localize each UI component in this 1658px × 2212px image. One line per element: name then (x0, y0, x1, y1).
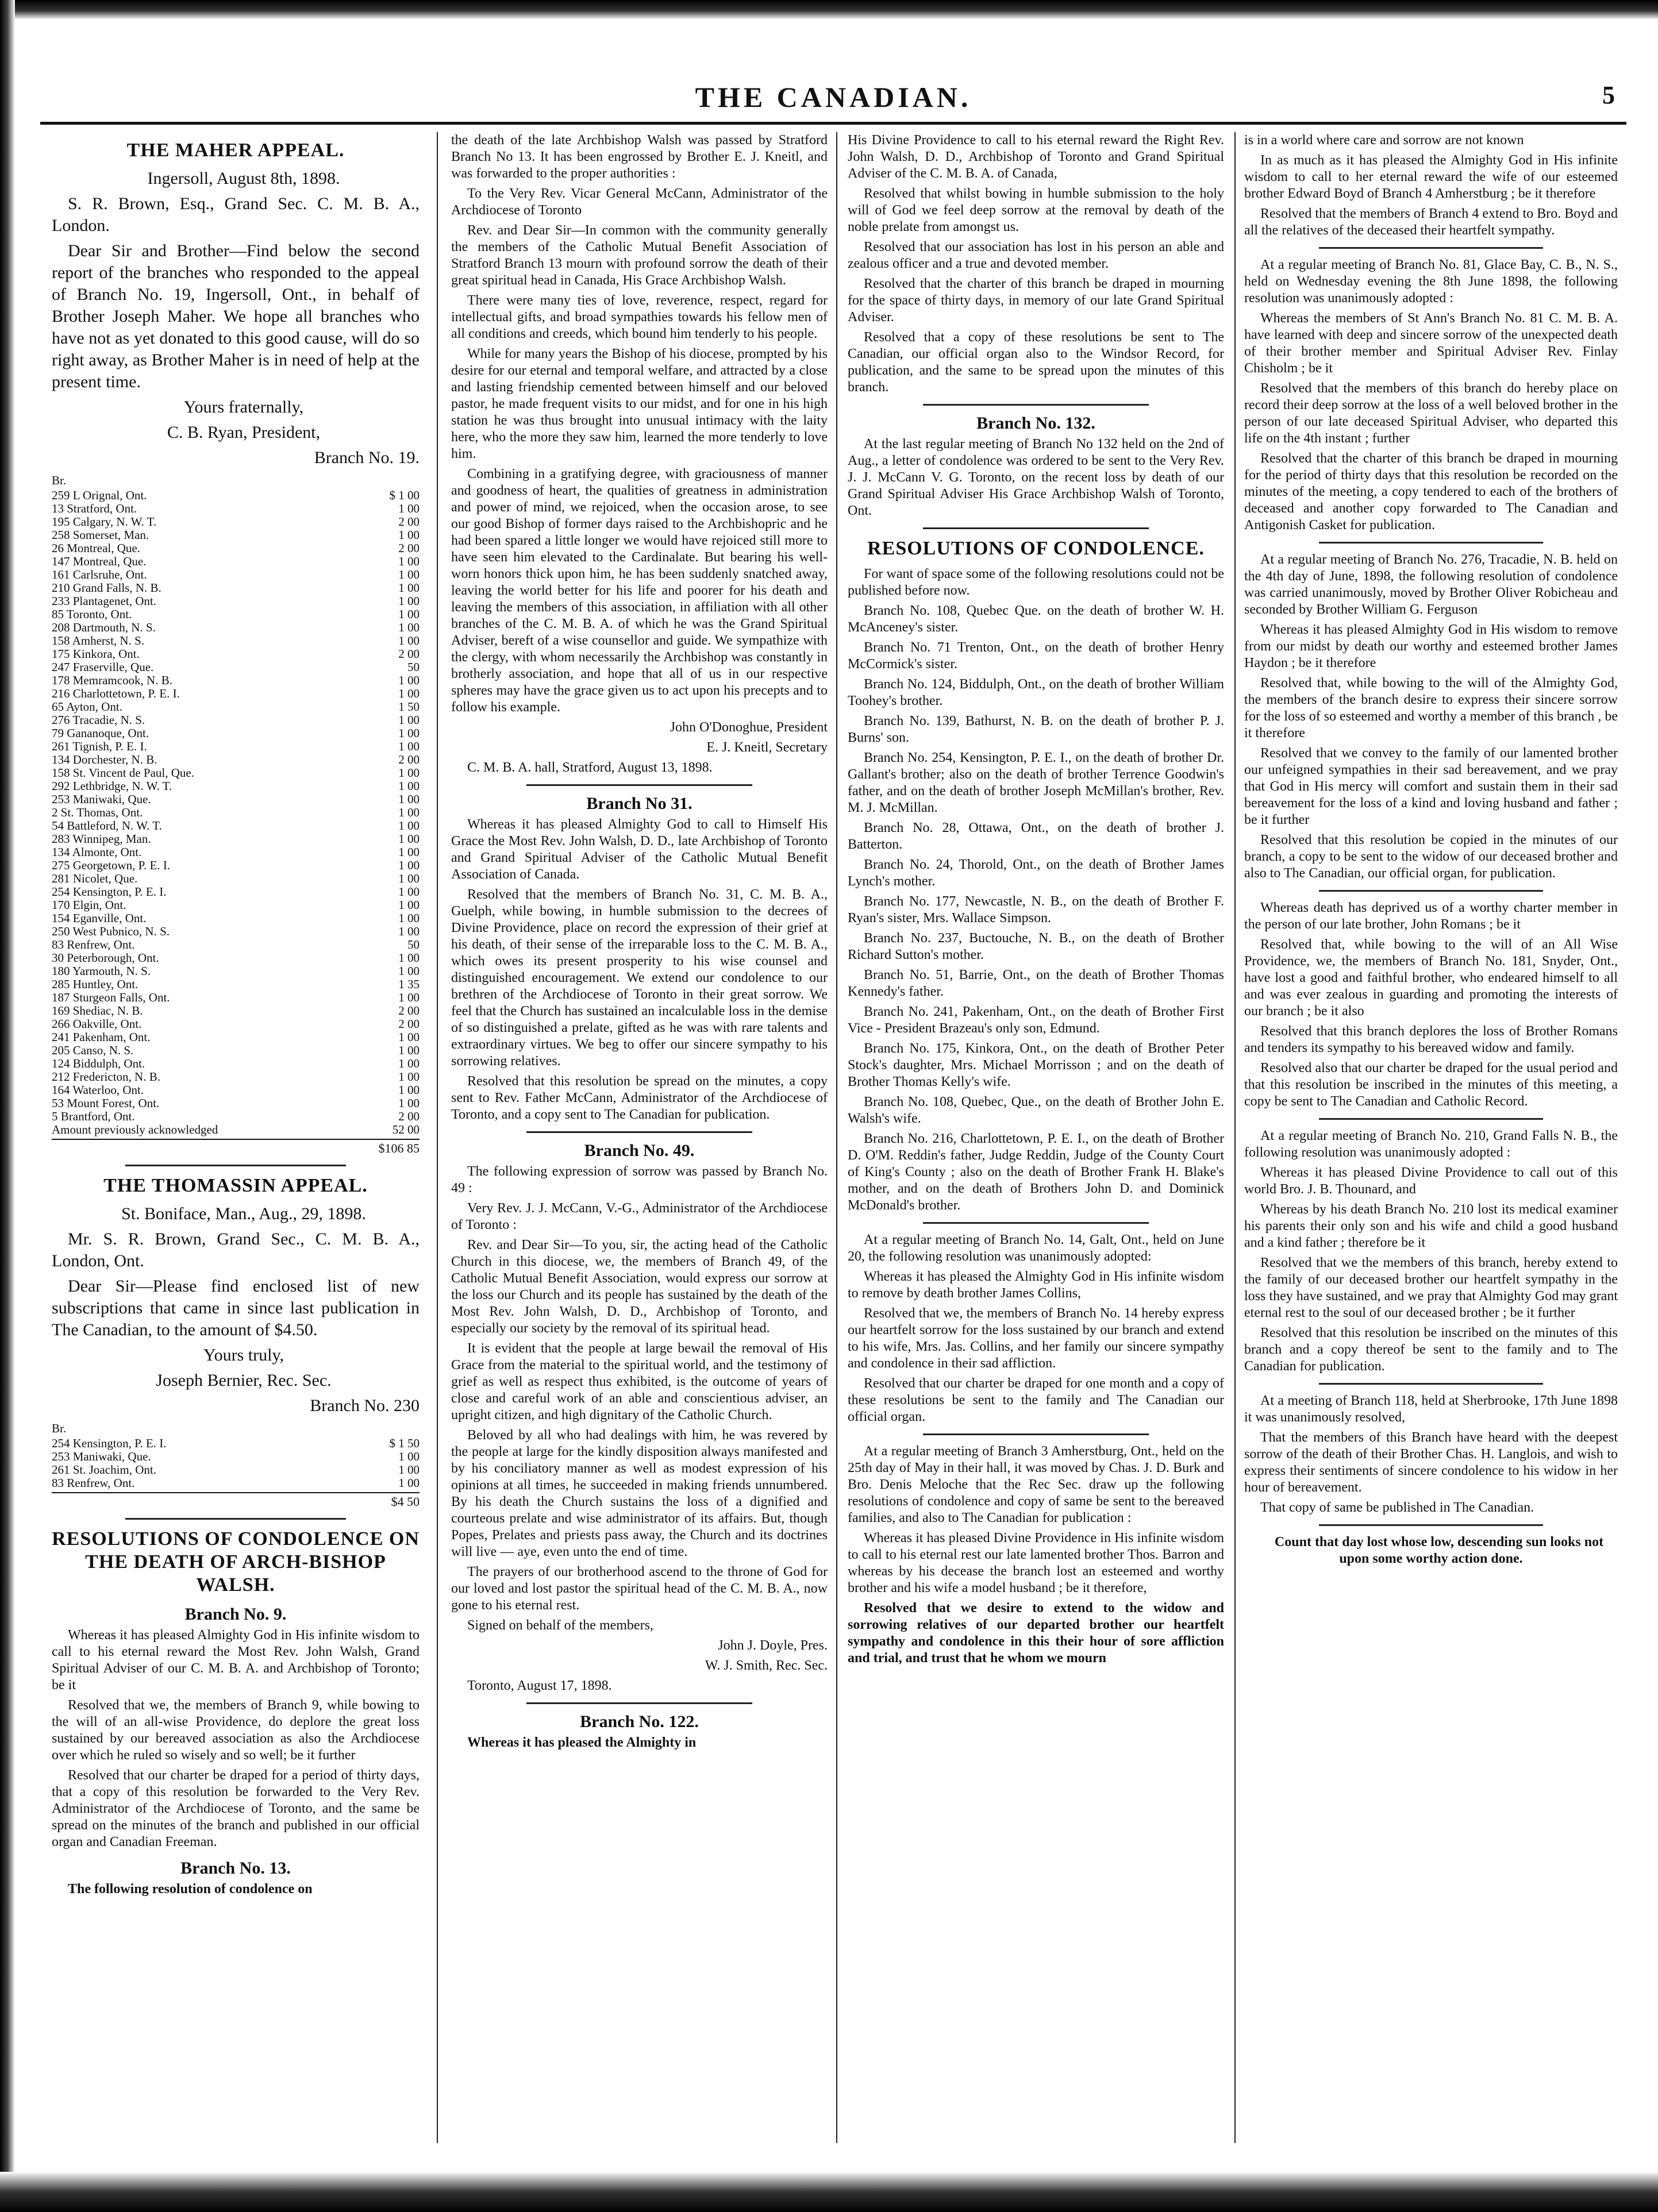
branch-49-para-6: The prayers of our brotherhood ascend to the throne of God for our loved and lost pastor the spiritual head of the C. M. B. A., now gone to his eternal rest. (451, 1564, 828, 1613)
condolence-item: Branch No. 71 Trenton, Ont., on the death of brother Henry McCormick's sister. (848, 640, 1224, 672)
branch-118-para-3: That copy of same be published in The Canadian. (1260, 1500, 1534, 1515)
condolence-item: Branch No. 28, Ottawa, Ont., on the death of brother J. Batterton. (848, 820, 1224, 852)
branch-122-para-3: Resolved that whilst bowing in humble submission to the holy will of God we feel deep sorrow at the removal by death of the noble prelate from amongst us. (848, 186, 1224, 234)
table-row (52, 925, 420, 938)
maher-body: Dear Sir and Brother—Find below the second report of the branches who responded to the appeal of Branch No. 19, Ingersoll, Ont., in behalf of Brother Joseph Maher. We hope all branches who have not as yet donated to this good cause, will do so right away, as Brother Maher is in need of help at the present time. (52, 241, 420, 391)
donation-amount: 1 00 (398, 1057, 420, 1070)
table-row (52, 687, 420, 700)
separator (1319, 1118, 1543, 1120)
separator (923, 527, 1149, 529)
branch-276-para-3: Resolved that, while bowing to the will of the Almighty God, the members of the branch desire to express their sincere sorrow for the loss of so esteemed and worthy a member of this branch , be it therefore (1244, 676, 1618, 741)
table-row (52, 621, 420, 634)
table-row (52, 661, 420, 674)
branch-name: 292 Lethbridge, N. W. T. (52, 780, 172, 793)
branch-14-para-4: Resolved that our charter be draped for one month and a copy of these resolutions be sent to the family and The Canadian our official organ. (848, 1376, 1224, 1424)
donation-amount: 52 00 (392, 1123, 420, 1136)
table-row (52, 1123, 420, 1136)
table-row (52, 542, 420, 555)
table-row (52, 859, 420, 872)
table-row (52, 1044, 420, 1057)
donation-amount: 1 00 (398, 845, 420, 859)
branch-name: 180 Yarmouth, N. S. (52, 965, 151, 978)
donation-amount: 1 00 (398, 858, 420, 872)
branch-name: 210 Grand Falls, N. B. (52, 581, 161, 595)
column-1 (52, 132, 420, 2143)
maher-dateline: Ingersoll, August 8th, 1898. (147, 169, 340, 188)
table-row (52, 489, 420, 502)
branch-49-para-3: Rev. and Dear Sir—To you, sir, the acting head of the Catholic Church in this diocese, we, the members of Branch 49, of the Catholic Mutual Benefit Association, would express our sorrow at the loss our Church and its people has sustained by the death of the Most Rev. John Walsh, D. D., Archbishop of Toronto, and especially our society by the removal of its spiritual head. (451, 1238, 828, 1336)
table-row (52, 515, 420, 529)
separator (923, 1433, 1149, 1435)
separator (125, 1165, 346, 1166)
table-row (52, 766, 420, 780)
donation-amount: 1 00 (398, 713, 420, 727)
branch-31-para-1: Whereas it has pleased Almighty God to call to Himself His Grace the Most Rev. John Walsh, D. D., late Archbishop of Toronto and Grand Spiritual Adviser of the Catholic Mutual Benefit Association of Canada. (451, 817, 828, 882)
donation-amount: 1 00 (398, 621, 420, 634)
donation-amount: 1 00 (398, 1043, 420, 1057)
donation-amount: 1 00 (398, 502, 420, 515)
separator (526, 1702, 752, 1704)
footer-quote: Count that day lost whose low, descending sun looks not upon some worthy action done. (1274, 1535, 1604, 1566)
branch-name: 13 Stratford, Ont. (52, 502, 137, 515)
table-row (52, 938, 420, 951)
branch-14-para-3: Resolved that we, the members of Branch No. 14 hereby express our heartfelt sorrow for the loss sustained by our branch and extend to his wife, Mrs. Jas. Collins, and her family our sincere sympathy and condolence in their sad affliction. (848, 1306, 1224, 1371)
branch-name: 250 West Pubnico, N. S. (52, 925, 170, 938)
thomassin-total: $4 50 (52, 1492, 420, 1510)
condolence-list (848, 603, 1224, 1214)
thomassin-donation-table (52, 1437, 420, 1490)
branch-276-para-5: Resolved that this resolution be copied in the minutes of our branch, a copy to be sent to the widow of our deceased brother and also to The Canadian, our official organ, for publication. (1244, 833, 1618, 881)
thomassin-body: Dear Sir—Please find enclosed list of new subscriptions that came in since last publication in The Canadian, to the amount of $4.50. (52, 1277, 420, 1339)
branch-13-para-3: Rev. and Dear Sir—In common with the community generally the members of the Catholic Mutual Benefit Association of Stratford Branch 13 mourn with profound sorrow the death of their great spiritual head in Canada, His Grace Archbishop Walsh. (451, 223, 828, 288)
branch-210-para-2: Whereas it has pleased Divine Providence to call out of this world Bro. J. B. Thounard, and (1244, 1165, 1618, 1197)
branch-3-para-5: In as much as it has pleased the Almighty God in His infinite wisdom to call to her eternal reward the wife of our esteemed brother Edward Boyd of Branch 4 Amherstburg ; be it therefore (1244, 153, 1618, 201)
branch-name: 124 Biddulph, Ont. (52, 1057, 145, 1070)
branch-name: 283 Winnipeg, Man. (52, 833, 151, 846)
table-row (52, 872, 420, 885)
scan-bottom-edge (0, 2172, 1658, 2212)
branch-13-para-2: the death of the late Archbishop Walsh was passed by Stratford Branch No 13. It has been engrossed by Brother E. J. Kneitl, and was forwarded to the proper authorities : (451, 133, 828, 181)
donation-amount: 1 00 (398, 792, 420, 806)
donation-amount: 1 00 (398, 1030, 420, 1044)
donation-amount: 1 00 (398, 779, 420, 793)
table-row (52, 1477, 420, 1490)
thomassin-branch: Branch No. 230 (310, 1396, 420, 1415)
donation-amount: 1 00 (398, 634, 420, 648)
branch-49-para-5: Beloved by all who had dealings with him, he was revered by the people at large for the kindly disposition always manifested and by his conciliatory manner as well as modest expression of his opinions at all times, he succeeded in making friends unnumbered. By his death the Church sustains the loss of a dignified and courteous prelate and wise administrator of its affairs. But, though Popes, Prelates and priests pass away, the Church and its doctrines will live — aye, even unto the end of time. (451, 1428, 828, 1559)
branch-name: 30 Peterborough, Ont. (52, 951, 159, 965)
resolutions-of-condolence-heading: RESOLUTIONS OF CONDOLENCE. (867, 538, 1205, 559)
branch-3-para-4: is in a world where care and sorrow are not known (1244, 133, 1524, 148)
table-row (52, 1070, 420, 1084)
table-row (52, 780, 420, 793)
branch-name: 254 Kensington, P. E. I. (52, 885, 167, 899)
table-row (52, 912, 420, 925)
branch-13-signature-2: E. J. Kneitl, Secretary (706, 740, 828, 755)
maher-donation-table (52, 489, 420, 1136)
branch-132-para-1: At the last regular meeting of Branch No 132 held on the 2nd of Aug., a letter of condolence was ordered to be sent to the Very Rev. J. J. McCann V. G. Toronto, on the recent loss by death of our Grand Spiritual Adviser His Grace Archbishop Walsh of Toronto, Ont. (848, 437, 1224, 518)
donation-amount: 2 00 (398, 647, 420, 661)
branch-name: 154 Eganville, Ont. (52, 912, 147, 925)
branch-name: 261 St. Joachim, Ont. (52, 1463, 156, 1477)
branch-name: 281 Nicolet, Que. (52, 872, 138, 885)
branch-181-para-4: Resolved also that our charter be draped for the usual period and that this resolution be inscribed in the minutes of this meeting, a copy be sent to The Canadian and Catholic Record. (1244, 1061, 1618, 1109)
donation-amount: 1 00 (398, 528, 420, 542)
branch-181-para-1: Whereas death has deprived us of a worthy charter member in the person of our late brother, John Romans ; be it (1244, 900, 1618, 932)
table-row (52, 648, 420, 661)
branch-9-heading: Branch No. 9. (184, 1605, 287, 1624)
donation-amount: 1 00 (398, 898, 420, 912)
branch-name: 175 Kinkora, Ont. (52, 648, 140, 661)
thomassin-dateline: St. Boniface, Man., Aug., 29, 1898. (121, 1204, 366, 1223)
branch-9-para-2: Resolved that we, the members of Branch 9, while bowing to the will of an all-wise Providence, do deplore the great loss sustained by our bereaved association as also the Archdiocese over which he ruled so wisely and so well; be it further (52, 1698, 420, 1763)
branch-name: 254 Kensington, P. E. I. (52, 1437, 167, 1450)
branch-name: 158 Amherst, N. S. (52, 634, 145, 648)
masthead-rule (40, 122, 1626, 125)
branch-name: 54 Battleford, N. W. T. (52, 819, 162, 833)
donation-amount: 2 00 (398, 515, 420, 529)
branch-name: 216 Charlottetown, P. E. I. (52, 687, 180, 700)
branch-name: 147 Montreal, Que. (52, 555, 147, 568)
table-row (52, 581, 420, 595)
branch-3-para-6: Resolved that the members of Branch 4 extend to Bro. Boyd and all the relatives of the deceased their heartfelt sympathy. (1244, 206, 1618, 238)
donation-amount: 1 00 (398, 911, 420, 925)
branch-122-para-5: Resolved that the charter of this branch be draped in mourning for the space of thirty days, in memory of our late Grand Spiritual Adviser. (848, 276, 1224, 325)
branch-name: 258 Somerset, Man. (52, 529, 149, 542)
branch-13-para-4: There were many ties of love, reverence, respect, regard for intellectual gifts, and broad sympathies towards his fellow men of all conditions and creeds, which bound him tenderly to his people. (451, 293, 828, 341)
thomassin-signer: Joseph Bernier, Rec. Sec. (156, 1371, 332, 1390)
donation-amount: 1 00 (398, 1450, 420, 1463)
table-row (52, 1031, 420, 1044)
branch-9-para-1: Whereas it has pleased Almighty God in His infinite wisdom to call to his eternal reward the Most Rev. John Walsh, Grand Spiritual Adviser of our C. M. B. A. and Archbishop of Toronto; be it (52, 1628, 420, 1693)
branch-14-para-2: Whereas it has pleased the Almighty God in His infinite wisdom to remove by death brother James Collins, (848, 1269, 1224, 1301)
branch-name: Amount previously acknowledged (52, 1123, 218, 1136)
condolence-item: Branch No. 139, Bathurst, N. B. on the death of brother P. J. Burns' son. (848, 714, 1224, 745)
table-row (52, 1004, 420, 1018)
branch-49-date: Toronto, August 17, 1898. (467, 1678, 612, 1693)
table-row (52, 608, 420, 621)
branch-122-para-4: Resolved that our association has lost in his person an able and zealous officer and a true and devoted member. (848, 240, 1224, 271)
table-row (52, 568, 420, 581)
table-row (52, 1450, 420, 1463)
branch-49-heading: Branch No. 49. (584, 1141, 695, 1160)
maher-br-label: Br. (52, 473, 67, 487)
branch-276-para-1: At a regular meeting of Branch No. 276, Tracadie, N. B. held on the 4th day of June, 1898, the following resolution of condolence was carried unanimously, moved by Brother Oliver Robicheau and seconded by Brother William G. Ferguson (1244, 552, 1618, 617)
condolence-item: Branch No. 175, Kinkora, Ont., on the death of Brother Peter Stock's daughter, Mrs. Michael Morrisson ; and on the death of Brother Thomas Kelly's wife. (848, 1041, 1224, 1089)
donation-amount: 2 00 (398, 1109, 420, 1123)
branch-name: 170 Elgin, Ont. (52, 899, 126, 912)
branch-31-para-3: Resolved that this resolution be spread on the minutes, a copy sent to Rev. Father McCann, Administrator of the Archdiocese of Toronto, and a copy sent to The Canadian for publication. (451, 1074, 828, 1122)
table-row (52, 846, 420, 859)
branch-13-heading: Branch No. 13. (180, 1859, 291, 1878)
column-divider (1234, 132, 1236, 2143)
donation-amount: 1 00 (398, 687, 420, 700)
column-2 (451, 132, 828, 2143)
branch-name: 65 Ayton, Ont. (52, 700, 122, 714)
table-row (52, 885, 420, 899)
scan-top-edge (0, 0, 1658, 20)
donation-amount: 1 00 (398, 607, 420, 621)
donation-amount: 1 00 (398, 594, 420, 608)
donation-amount: 2 00 (398, 753, 420, 766)
branch-118-para-1: At a meeting of Branch 118, held at Sherbrooke, 17th June 1898 it was unanimously resolved, (1244, 1393, 1618, 1425)
newspaper-title: THE CANADIAN. (695, 81, 972, 113)
branch-13-para-5: While for many years the Bishop of his diocese, prompted by his desire for our eternal and temporal welfare, and attracted by a close and lasting friendship cemented between himself and our beloved pastor, he made frequent visits to our midst, and for one in his high station he was thus brought into unusual intimacy with the laity here, who the more they saw him, learned the more tenderly to love him. (451, 346, 828, 461)
column-divider (437, 132, 438, 2143)
branch-276-para-4: Resolved that we convey to the family of our lamented brother our unfeigned sympathies in their sad bereavement, and we pray that God in His mercy will comfort and sustain them in their sad bereavement for the loss of a kind and loving husband and father ; be it further (1244, 746, 1618, 827)
donation-amount: 1 00 (398, 1096, 420, 1110)
table-row (52, 502, 420, 515)
donation-amount: 1 00 (398, 964, 420, 978)
branch-name: 53 Mount Forest, Ont. (52, 1097, 160, 1110)
branch-name: 266 Oakville, Ont. (52, 1018, 142, 1031)
donation-amount: 1 00 (398, 726, 420, 740)
separator (1319, 1524, 1543, 1526)
maher-signer: C. B. Ryan, President, (167, 423, 321, 442)
branch-81-para-2: Whereas the members of St Ann's Branch No. 81 C. M. B. A. have learned with deep and sincere sorrow of the unexpected death of their brother member and Spiritual Adviser Rev. Finlay Chisholm ; be it (1244, 311, 1618, 376)
branch-13-address: To the Very Rev. Vicar General McCann, Administrator of the Archdiocese of Toronto (451, 186, 828, 218)
donation-amount: 2 00 (398, 1004, 420, 1018)
table-row (52, 978, 420, 991)
condolence-item: Branch No. 254, Kensington, P. E. I., on the death of brother Dr. Gallant's brother; also on the death of brother Terrence Goodwin's father, and on the death of brother Joseph McMillan's brother, Rev. M. J. McMillan. (848, 750, 1224, 815)
donation-amount: $ 1 00 (389, 488, 420, 502)
table-row (52, 753, 420, 766)
donation-amount: 1 00 (398, 1476, 420, 1490)
branch-210-para-4: Resolved that we the members of this branch, hereby extend to the family of our deceased brother our heartfelt sympathy in the loss they have sustained, and we pray that Almighty God may grant eternal rest to the soul of our deceased brother ; be it further (1244, 1255, 1618, 1320)
table-row (52, 674, 420, 687)
branch-name: 187 Sturgeon Falls, Ont. (52, 991, 170, 1004)
donation-amount: $ 1 50 (389, 1436, 420, 1450)
branch-122-para-2: His Divine Providence to call to his eternal reward the Right Rev. John Walsh, D. D., Archbishop of Toronto and Grand Spiritual Adviser of the C. M. B. A. of Canada, (848, 133, 1224, 181)
branch-276-para-2: Whereas it has pleased Almighty God in His wisdom to remove from our midst by death our worthy and esteemed brother James Haydon ; be it therefore (1244, 622, 1618, 670)
table-row (52, 555, 420, 568)
separator (125, 1518, 346, 1520)
branch-name: 195 Calgary, N. W. T. (52, 515, 157, 529)
branch-name: 208 Dartmouth, N. S. (52, 621, 156, 634)
table-row (52, 595, 420, 608)
branch-81-para-3: Resolved that the members of this branch do hereby place on record their deep sorrow at the loss of a well beloved brother in the person of our late deceased Spiritual Adviser, who departed this life on the 4th instant ; further (1244, 381, 1618, 446)
branch-name: 79 Gananoque, Ont. (52, 727, 149, 740)
branch-name: 261 Tignish, P. E. I. (52, 740, 147, 753)
thomassin-closing: Yours truly, (203, 1346, 284, 1365)
branch-name: 164 Waterloo, Ont. (52, 1084, 144, 1097)
separator (1319, 1383, 1543, 1385)
table-row (52, 1084, 420, 1097)
branch-3-para-3: Resolved that we desire to extend to the widow and sorrowing relatives of our departed brother our heartfelt sympathy and condolence in this their hour of sore affliction and trial, and trust that he whom we mourn (848, 1601, 1224, 1666)
donation-amount: 2 00 (398, 1017, 420, 1031)
table-row (52, 1097, 420, 1110)
branch-122-heading: Branch No. 122. (580, 1712, 699, 1731)
branch-name: 5 Brantford, Ont. (52, 1110, 135, 1123)
table-row (52, 1057, 420, 1070)
donation-amount: 1 00 (398, 1070, 420, 1084)
table-row (52, 965, 420, 978)
page-number: 5 (1602, 81, 1615, 109)
table-row (52, 1018, 420, 1031)
separator (526, 784, 752, 786)
branch-210-para-3: Whereas by his death Branch No. 210 lost its medical examiner his parents their only son and his wife and child a good husband and a kind father ; therefore be it (1244, 1202, 1618, 1250)
branch-name: 158 St. Vincent de Paul, Que. (52, 766, 194, 780)
branch-name: 178 Memramcook, N. B. (52, 674, 172, 687)
table-row (52, 1463, 420, 1477)
separator (1319, 247, 1543, 249)
donation-amount: 1 00 (398, 673, 420, 687)
condolence-intro: For want of space some of the following resolutions could not be published before now. (848, 567, 1224, 598)
table-row (52, 793, 420, 806)
branch-name: 134 Dorchester, N. B. (52, 753, 157, 766)
condolence-item: Branch No. 24, Thorold, Ont., on the death of Brother James Lynch's mother. (848, 857, 1224, 889)
branch-3-para-1: At a regular meeting of Branch 3 Amherstburg, Ont., held on the 25th day of May in their hall, it was moved by Chas. J. D. Burk and Bro. Denis Meloche that the Rec Sec. draw up the following resolutions of condolence and copy of same be sent to the bereaved families, and also to The Canadian for publication : (848, 1444, 1224, 1525)
branch-122-para-6: Resolved that a copy of these resolutions be sent to The Canadian, our official organ also to the Windsor Record, for publication, and the same to be spread upon the minutes of this branch. (848, 330, 1224, 395)
branch-name: 205 Canso, N. S. (52, 1044, 134, 1057)
branch-name: 83 Renfrew, Ont. (52, 1477, 135, 1490)
branch-9-para-3: Resolved that our charter be draped for a period of thirty days, that a copy of this resolution be forwarded to the Very Rev. Administrator of the Archdiocese of Toronto, and the same be spread on the minutes of the branch and published in our official organ and Canadian Freeman. (52, 1768, 420, 1849)
thomassin-appeal-heading: THE THOMASSIN APPEAL. (103, 1175, 368, 1196)
branch-name: 259 L Orignal, Ont. (52, 489, 147, 502)
branch-name: 285 Huntley, Ont. (52, 978, 139, 991)
donation-amount: 1 00 (398, 951, 420, 965)
branch-49-address: Very Rev. J. J. McCann, V.-G., Administrator of the Archdiocese of Toronto : (451, 1201, 828, 1232)
branch-name: 275 Georgetown, P. E. I. (52, 859, 171, 872)
branch-31-para-2: Resolved that the members of Branch No. 31, C. M. B. A., Guelph, while bowing, in humble submission to the decrees of Divine Providence, place on record the expression of their grief at his death, of their sense of the irreparable loss to the C. M. B. A., which owes its present prosperity to his wise counsel and distinguished encouragement. We extend our condolence to our brethren of the Archdiocese of Toronto in their great sorrow. We feel that the Church has sustained an incalculable loss in the demise of so distinguished a prelate, gifted as he was with rare talents and extraordinary virtues. We beg to offer our sincere sympathy to his sorrowing relatives. (451, 887, 828, 1069)
table-row (52, 1110, 420, 1123)
branch-31-heading: Branch No 31. (586, 794, 693, 813)
branch-122-para-1: Whereas it has pleased the Almighty in (467, 1735, 697, 1750)
table-row (52, 714, 420, 727)
branch-name: 212 Fredericton, N. B. (52, 1070, 160, 1084)
maher-addressee: S. R. Brown, Esq., Grand Sec. C. M. B. A., London. (52, 194, 420, 235)
donation-amount: 1 00 (398, 872, 420, 885)
maher-branch: Branch No. 19. (314, 448, 420, 467)
branch-name: 134 Almonte, Ont. (52, 846, 142, 859)
branch-49-signature-2: W. J. Smith, Rec. Sec. (705, 1658, 828, 1673)
table-row (52, 740, 420, 753)
branch-210-para-1: At a regular meeting of Branch No. 210, Grand Falls N. B., the following resolution was unanimously adopted : (1244, 1128, 1618, 1160)
donation-amount: 1 00 (398, 766, 420, 780)
branch-name: 169 Shediac, N. B. (52, 1004, 143, 1018)
column-4 (1244, 132, 1618, 2143)
branch-49-para-7: Signed on behalf of the members, (467, 1618, 653, 1633)
branch-13-signature-1: John O'Donoghue, President (670, 720, 828, 735)
branch-3-para-2: Whereas it has pleased Divine Providence in His infinite wisdom to call to his eternal rest our late lamented brother Thos. Barron and whereas by his decease the branch lost an esteemed and worthy brother and his wife a model husband ; be it therefore, (848, 1531, 1224, 1596)
branch-name: 253 Maniwaki, Que. (52, 793, 151, 806)
branch-132-heading: Branch No. 132. (976, 414, 1095, 433)
maher-total: $106 85 (52, 1139, 420, 1157)
donation-amount: 1 00 (398, 1463, 420, 1477)
branch-49-signature-1: John J. Doyle, Pres. (718, 1638, 828, 1653)
donation-amount: 1 00 (398, 568, 420, 581)
condolence-item: Branch No. 177, Newcastle, N. B., on the death of Brother F. Ryan's sister, Mrs. Wallace Simpson. (848, 894, 1224, 926)
donation-amount: 1 00 (398, 885, 420, 899)
branch-81-para-4: Resolved that the charter of this branch be draped in mourning for the period of thirty days that this resolution be recorded on the minutes of the meeting, a copy tendered to each of the brothers of deceased and another copy forwarded to The Canadian and Antigonish Casket for publication. (1244, 451, 1618, 533)
table-row (52, 529, 420, 542)
thomassin-addressee: Mr. S. R. Brown, Grand Sec., C. M. B. A., London, Ont. (52, 1230, 420, 1270)
separator (1319, 890, 1543, 892)
branch-name: 26 Montreal, Que. (52, 542, 140, 555)
table-row (52, 819, 420, 833)
table-row (52, 899, 420, 912)
table-row (52, 806, 420, 819)
donation-amount: 1 00 (398, 806, 420, 819)
branch-name: 83 Renfrew, Ont. (52, 938, 135, 951)
condolence-item: Branch No. 241, Pakenham, Ont., on the death of Brother First Vice - President Brazeau's only son, Edmund. (848, 1004, 1224, 1036)
branch-13-place-date: C. M. B. A. hall, Stratford, August 13, 1898. (467, 760, 713, 775)
donation-amount: 1 50 (398, 700, 420, 714)
condolence-item: Branch No. 216, Charlottetown, P. E. I., on the death of Brother D. O'M. Reddin's father, Judge Reddin, Judge of the County Court of King's County ; also on the death of Brother Frank H. Blake's mother, and on the death of Brothers John D. and Dominick McDonald's brother. (848, 1131, 1224, 1213)
donation-amount: 50 (407, 660, 420, 674)
thomassin-br-label: Br. (52, 1421, 67, 1435)
table-row (52, 951, 420, 965)
branch-13-para-1: The following resolution of condolence on (68, 1882, 313, 1897)
separator (923, 404, 1149, 406)
branch-118-para-2: That the members of this Branch have heard with the deepest sorrow of the death of their Brother Chas. H. Langlois, and wish to express their sentiments of sincere condolence to his widow in her hour of bereavement. (1244, 1430, 1618, 1495)
table-row (52, 991, 420, 1004)
walsh-resolutions-heading: RESOLUTIONS OF CONDOLENCE ON THE DEATH OF ARCH-BISHOP WALSH. (52, 1528, 420, 1596)
branch-14-para-1: At a regular meeting of Branch No. 14, Galt, Ont., held on June 20, the following resolution was unanimously adopted: (848, 1232, 1224, 1264)
branch-81-para-1: At a regular meeting of Branch No. 81, Glace Bay, C. B., N. S., held on Wednesday evening the 8th June 1898, the following resolution was unanimously adopted : (1244, 257, 1618, 306)
table-row (52, 727, 420, 740)
table-row (52, 700, 420, 714)
column-divider (836, 132, 837, 2143)
branch-name: 253 Maniwaki, Que. (52, 1450, 151, 1463)
separator (923, 1222, 1149, 1224)
branch-name: 233 Plantagenet, Ont. (52, 595, 156, 608)
condolence-item: Branch No. 237, Buctouche, N. B., on the death of Brother Richard Sutton's mother. (848, 931, 1224, 962)
donation-amount: 1 00 (398, 991, 420, 1004)
maher-closing: Yours fraternally, (183, 398, 304, 417)
branch-name: 247 Fraserville, Que. (52, 661, 154, 674)
condolence-item: Branch No. 51, Barrie, Ont., on the death of Brother Thomas Kennedy's father. (848, 968, 1224, 999)
branch-181-para-2: Resolved that, while bowing to the will of an All Wise Providence, we, the members of Branch No. 181, Snyder, Ont., have lost a good and faithful brother, who endeared himself to all and was ever zealous in guarding and promoting the interests of our branch ; be it also (1244, 937, 1618, 1019)
branch-210-para-5: Resolved that this resolution be inscribed on the minutes of this branch and a copy thereof be sent to the family and to The Canadian for publication. (1244, 1325, 1618, 1374)
donation-amount: 1 00 (398, 819, 420, 833)
donation-amount: 2 00 (398, 541, 420, 555)
donation-amount: 50 (407, 938, 420, 951)
condolence-item: Branch No. 108, Quebec, Que., on the death of Brother John E. Walsh's wife. (848, 1095, 1224, 1126)
donation-amount: 1 00 (398, 739, 420, 753)
donation-amount: 1 00 (398, 1083, 420, 1097)
donation-amount: 1 00 (398, 554, 420, 568)
separator (1319, 542, 1543, 544)
masthead (34, 80, 1632, 115)
table-row (52, 634, 420, 648)
branch-name: 161 Carlsruhe, Ont. (52, 568, 147, 581)
branch-name: 85 Toronto, Ont. (52, 608, 132, 621)
separator (526, 1131, 752, 1133)
table-row (52, 1437, 420, 1450)
branch-name: 276 Tracadie, N. S. (52, 714, 145, 727)
branch-name: 241 Pakenham, Ont. (52, 1031, 151, 1044)
branch-13-para-6: Combining in a gratifying degree, with graciousness of manner and goodness of heart, the qualities of greatness in administration and power of mind, we rejoiced, when the occasion arose, to see our good Bishop of former days raised to the Archbishopric and he had been spared a little longer we would have rejoiced still more to have seen him elevated to the Cardinalate. But bearing his well-worn honors thick upon him, he has been suddenly snatched away, leaving the world better for his life and poorer for his death and leaving the members of this association, in affiliation with all other branches of the C. M. B. A. of which he was the Grand Spiritual Adviser, bereft of a wise counsellor and guide. We sympathize with the clergy, with whom necessarily the Archbishop was constantly in brotherly association, and hope that all of us in our respective spheres may have the grace given us to act upon his precepts and to follow his example. (451, 467, 828, 715)
branch-name: 2 St. Thomas, Ont. (52, 806, 143, 819)
maher-appeal-heading: THE MAHER APPEAL. (126, 140, 345, 161)
condolence-item: Branch No. 124, Biddulph, Ont., on the death of brother William Toohey's brother. (848, 677, 1224, 708)
scan-left-edge (0, 0, 15, 2212)
donation-amount: 1 00 (398, 832, 420, 846)
condolence-item: Branch No. 108, Quebec Que. on the death of brother W. H. McAnceney's sister. (848, 603, 1224, 635)
branch-181-para-3: Resolved that this branch deplores the loss of Brother Romans and tenders its sympathy to his bereaved widow and family. (1244, 1024, 1618, 1055)
donation-amount: 1 35 (398, 977, 420, 991)
branch-49-para-4: It is evident that the people at large bewail the removal of His Grace from the material to the spiritual world, and the testimony of grief as well as respect thus exhibited, is the outcome of years of close and careful work of an able and conscientious adviser, an upright citizen, and high dignitary of the Catholic Church. (451, 1341, 828, 1423)
branch-49-para-1: The following expression of sorrow was passed by Branch No. 49 : (451, 1164, 828, 1196)
donation-amount: 1 00 (398, 581, 420, 595)
table-row (52, 833, 420, 846)
donation-amount: 1 00 (398, 924, 420, 938)
column-3 (848, 132, 1224, 2143)
